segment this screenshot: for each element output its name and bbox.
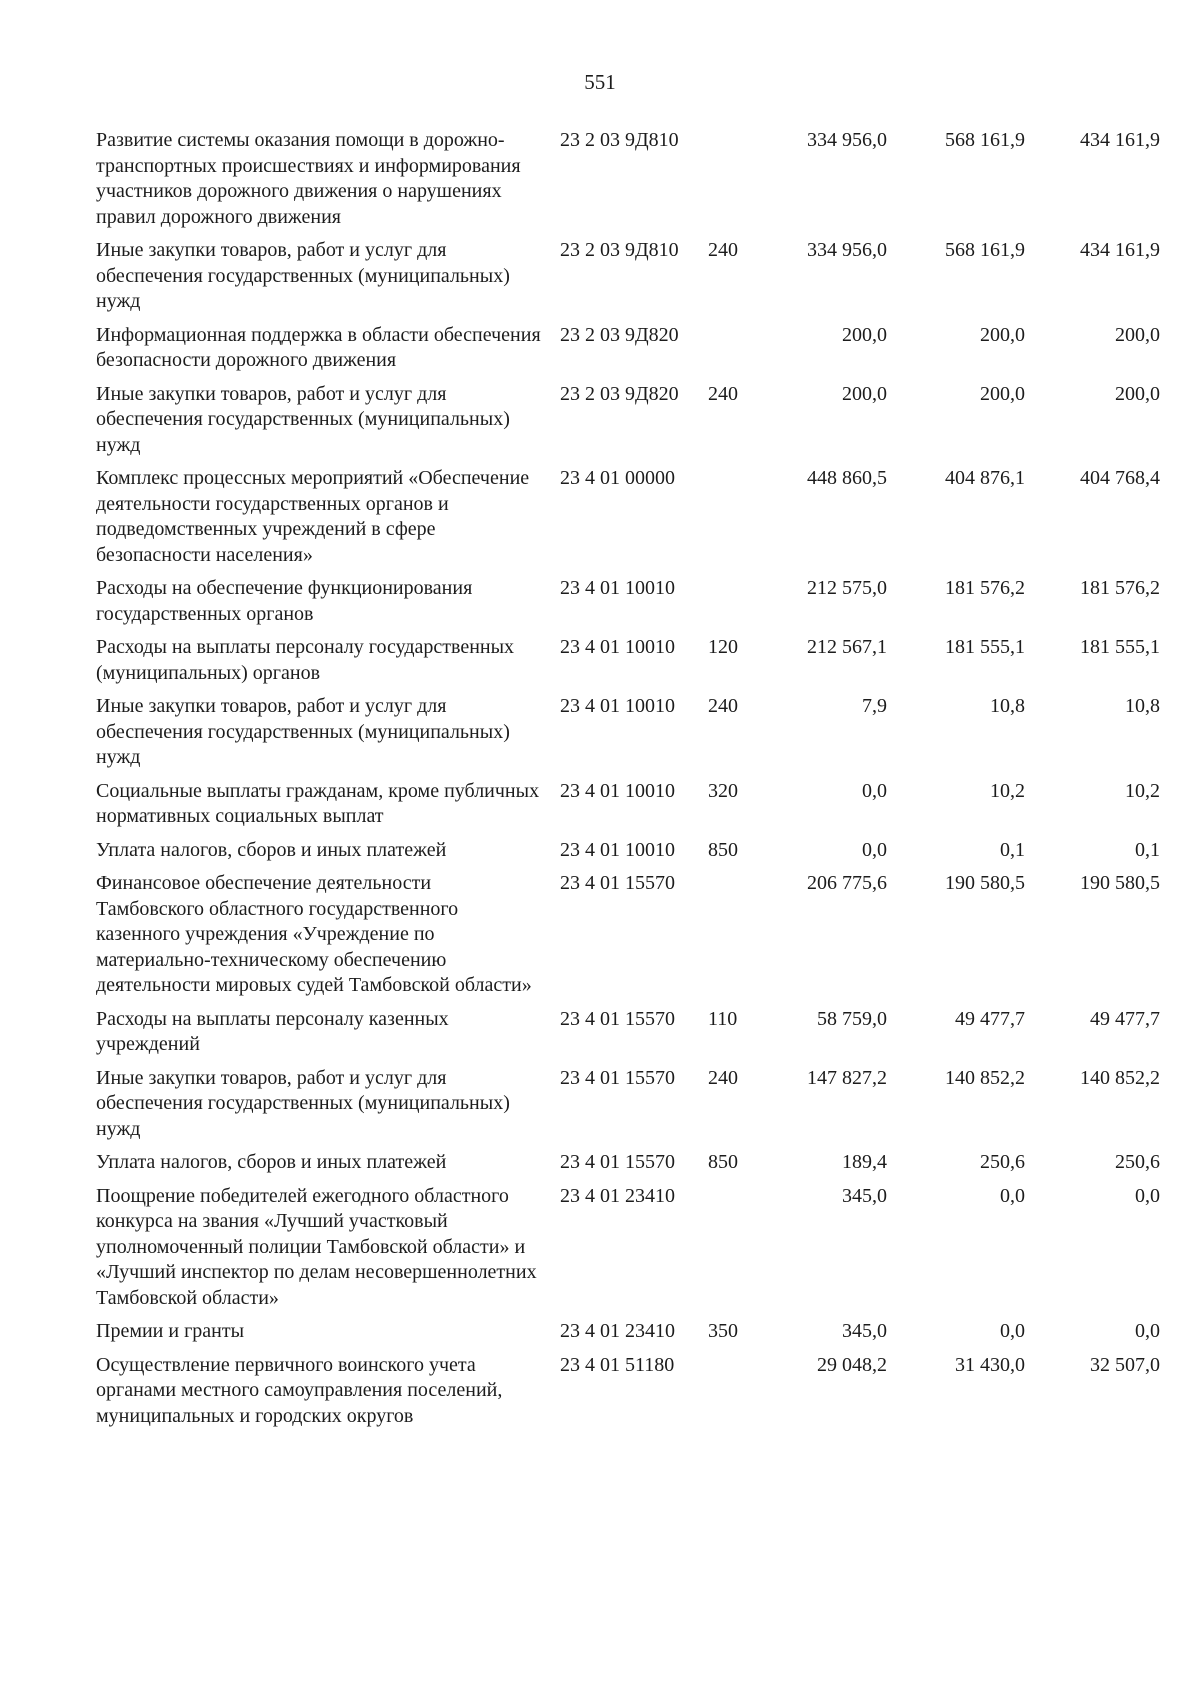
row-value-1: 58 759,0 bbox=[817, 1007, 887, 1030]
row-name: Развитие системы оказания помощи в дорожно-транспортных происшествиях и информирования участников дорожного движения о нарушениях правил дорожного движения bbox=[96, 129, 521, 228]
row-name: Уплата налогов, сборов и иных платежей bbox=[96, 1151, 447, 1173]
row-value-1: 200,0 bbox=[842, 382, 887, 405]
row-value-1: 0,0 bbox=[862, 838, 887, 861]
row-name: Премии и гранты bbox=[96, 1320, 245, 1342]
table-row bbox=[0, 1184, 1200, 1312]
row-value-2: 200,0 bbox=[980, 382, 1025, 405]
table-row bbox=[0, 576, 1200, 627]
table-row bbox=[0, 1353, 1200, 1430]
row-value-3: 200,0 bbox=[1115, 323, 1160, 346]
row-value-3: 190 580,5 bbox=[1080, 872, 1160, 894]
table-row bbox=[0, 1007, 1200, 1058]
row-value-1: 212 567,1 bbox=[807, 636, 887, 658]
row-value-3: 181 555,1 bbox=[1080, 636, 1160, 658]
table-row bbox=[0, 694, 1200, 771]
row-name: Расходы на выплаты персоналу казенных учреждений bbox=[96, 1007, 449, 1055]
row-name: Расходы на выплаты персоналу государственных (муниципальных) органов bbox=[96, 636, 515, 684]
row-value-3: 10,2 bbox=[1125, 779, 1160, 802]
row-value-2: 10,2 bbox=[990, 779, 1025, 802]
row-value-2: 190 580,5 bbox=[945, 872, 1025, 894]
row-value-3: 0,0 bbox=[1135, 1184, 1160, 1207]
row-code: 23 4 01 10010 bbox=[560, 838, 675, 861]
row-kind: 120 bbox=[708, 636, 738, 658]
row-value-3: 200,0 bbox=[1115, 382, 1160, 405]
row-value-3: 434 161,9 bbox=[1080, 129, 1160, 151]
row-kind: 350 bbox=[708, 1320, 738, 1342]
row-name: Иные закупки товаров, работ и услуг для обеспечения государственных (муниципальных) нужд bbox=[96, 239, 510, 312]
row-value-2: 0,0 bbox=[1000, 1184, 1025, 1207]
row-value-2: 10,8 bbox=[990, 695, 1025, 717]
row-value-2: 250,6 bbox=[980, 1151, 1025, 1173]
row-kind: 240 bbox=[708, 239, 738, 261]
row-value-1: 448 860,5 bbox=[807, 467, 887, 489]
row-value-2: 181 576,2 bbox=[945, 577, 1025, 599]
row-name: Финансовое обеспечение деятельности Тамбовского областного государственного казенного учреждения «Учреждение по материально-техническому обеспечению деятельности мировых судей Тамбовской области» bbox=[96, 872, 532, 996]
row-code: 23 2 03 9Д810 bbox=[560, 239, 679, 261]
row-name: Социальные выплаты гражданам, кроме публичных нормативных социальных выплат bbox=[96, 779, 540, 827]
row-kind: 240 bbox=[708, 382, 738, 405]
row-value-3: 404 768,4 bbox=[1080, 467, 1160, 489]
table-row bbox=[0, 838, 1200, 864]
row-code: 23 4 01 15570 bbox=[560, 1066, 675, 1089]
row-value-3: 181 576,2 bbox=[1080, 577, 1160, 599]
row-kind: 110 bbox=[708, 1007, 738, 1030]
row-name: Расходы на обеспечение функционирования государственных органов bbox=[96, 577, 473, 625]
row-value-1: 189,4 bbox=[842, 1151, 887, 1173]
row-name: Информационная поддержка в области обеспечения безопасности дорожного движения bbox=[96, 323, 541, 371]
page-number: 551 bbox=[584, 70, 616, 94]
row-code: 23 4 01 15570 bbox=[560, 1007, 675, 1030]
row-value-1: 334 956,0 bbox=[807, 239, 887, 261]
row-value-3: 0,0 bbox=[1135, 1320, 1160, 1342]
row-kind: 240 bbox=[708, 695, 738, 717]
row-code: 23 2 03 9Д820 bbox=[560, 323, 679, 346]
row-name: Поощрение победителей ежегодного областного конкурса на звания «Лучший участковый уполномоченный полиции Тамбовской области» и «Лучший инспектор по делам несовершеннолетних Тамбовской области» bbox=[96, 1184, 537, 1309]
row-kind: 320 bbox=[708, 779, 738, 802]
row-value-2: 200,0 bbox=[980, 323, 1025, 346]
row-code: 23 2 03 9Д810 bbox=[560, 129, 679, 151]
row-value-2: 181 555,1 bbox=[945, 636, 1025, 658]
row-value-1: 345,0 bbox=[842, 1320, 887, 1342]
row-code: 23 4 01 23410 bbox=[560, 1320, 675, 1342]
table-row bbox=[0, 779, 1200, 830]
row-value-3: 140 852,2 bbox=[1080, 1066, 1160, 1089]
row-value-1: 212 575,0 bbox=[807, 577, 887, 599]
row-name: Иные закупки товаров, работ и услуг для обеспечения государственных (муниципальных) нужд bbox=[96, 1066, 510, 1140]
row-code: 23 4 01 15570 bbox=[560, 872, 675, 894]
table-row bbox=[0, 382, 1200, 459]
row-name: Уплата налогов, сборов и иных платежей bbox=[96, 838, 447, 861]
row-code: 23 4 01 10010 bbox=[560, 779, 675, 802]
row-code: 23 4 01 00000 bbox=[560, 467, 675, 489]
row-value-3: 32 507,0 bbox=[1090, 1353, 1160, 1376]
row-value-3: 49 477,7 bbox=[1090, 1007, 1160, 1030]
table-row bbox=[0, 1150, 1200, 1176]
table-row bbox=[0, 323, 1200, 374]
row-value-1: 147 827,2 bbox=[807, 1066, 887, 1089]
row-value-3: 0,1 bbox=[1135, 838, 1160, 861]
row-value-3: 10,8 bbox=[1125, 695, 1160, 717]
row-value-2: 31 430,0 bbox=[955, 1353, 1025, 1376]
row-value-1: 0,0 bbox=[862, 779, 887, 802]
row-code: 23 4 01 15570 bbox=[560, 1151, 675, 1173]
row-name: Осуществление первичного воинского учета органами местного самоуправления поселений, муниципальных и городских округов bbox=[96, 1353, 503, 1427]
table-row bbox=[0, 128, 1200, 230]
row-value-2: 49 477,7 bbox=[955, 1007, 1025, 1030]
row-code: 23 4 01 10010 bbox=[560, 636, 675, 658]
table-row bbox=[0, 238, 1200, 315]
row-value-2: 568 161,9 bbox=[945, 129, 1025, 151]
row-value-2: 140 852,2 bbox=[945, 1066, 1025, 1089]
table-row bbox=[0, 1319, 1200, 1345]
row-code: 23 4 01 10010 bbox=[560, 577, 675, 599]
table-row bbox=[0, 1066, 1200, 1143]
row-value-2: 0,1 bbox=[1000, 838, 1025, 861]
row-value-2: 0,0 bbox=[1000, 1320, 1025, 1342]
row-name: Комплекс процессных мероприятий «Обеспечение деятельности государственных органов и подведомственных учреждений в сфере безопасности населения» bbox=[96, 467, 530, 566]
row-code: 23 4 01 23410 bbox=[560, 1184, 675, 1207]
row-name: Иные закупки товаров, работ и услуг для обеспечения государственных (муниципальных) нужд bbox=[96, 382, 510, 456]
budget-table bbox=[0, 128, 1200, 1437]
row-name: Иные закупки товаров, работ и услуг для обеспечения государственных (муниципальных) нужд bbox=[96, 695, 510, 768]
row-value-3: 250,6 bbox=[1115, 1151, 1160, 1173]
row-code: 23 2 03 9Д820 bbox=[560, 382, 679, 405]
row-kind: 850 bbox=[708, 838, 738, 861]
row-value-1: 200,0 bbox=[842, 323, 887, 346]
row-value-2: 568 161,9 bbox=[945, 239, 1025, 261]
table-row bbox=[0, 635, 1200, 686]
row-value-3: 434 161,9 bbox=[1080, 239, 1160, 261]
row-value-1: 334 956,0 bbox=[807, 129, 887, 151]
row-code: 23 4 01 51180 bbox=[560, 1353, 675, 1376]
row-kind: 240 bbox=[708, 1066, 738, 1089]
row-value-1: 29 048,2 bbox=[817, 1353, 887, 1376]
table-row bbox=[0, 871, 1200, 999]
row-value-1: 7,9 bbox=[862, 695, 887, 717]
row-value-1: 206 775,6 bbox=[807, 872, 887, 894]
row-kind: 850 bbox=[708, 1151, 738, 1173]
row-value-2: 404 876,1 bbox=[945, 467, 1025, 489]
row-code: 23 4 01 10010 bbox=[560, 695, 675, 717]
row-value-1: 345,0 bbox=[842, 1184, 887, 1207]
table-row bbox=[0, 466, 1200, 568]
